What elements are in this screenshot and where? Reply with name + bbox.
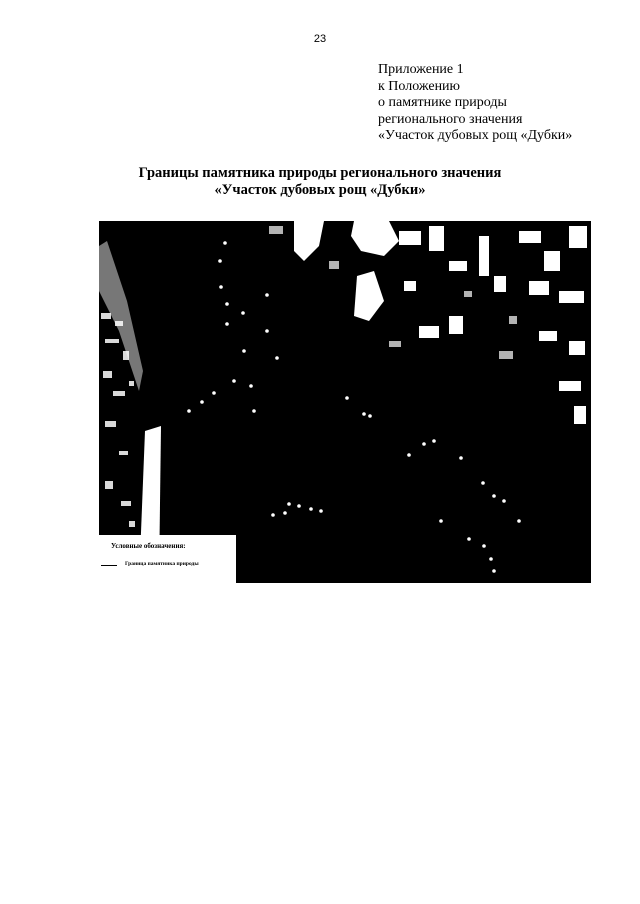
map-imagery bbox=[99, 221, 591, 583]
title-line-2: «Участок дубовых рощ «Дубки» bbox=[214, 182, 426, 198]
appendix-line-4: регионального значения bbox=[378, 111, 523, 127]
boundary-line-symbol bbox=[101, 565, 117, 566]
document-title bbox=[0, 165, 640, 199]
title-line-1: Границы памятника природы регионального значения bbox=[138, 165, 502, 181]
appendix-line-5: «Участок дубовых рощ «Дубки» bbox=[378, 128, 573, 143]
appendix-header bbox=[378, 62, 628, 145]
appendix-line-2: к Положению bbox=[378, 78, 461, 94]
appendix-line-3: о памятнике природы bbox=[378, 95, 507, 110]
legend-title: Условные обозначения: bbox=[111, 542, 186, 550]
satellite-map-image bbox=[99, 221, 591, 583]
legend-boundary-label: Граница памятника природы bbox=[125, 561, 199, 567]
page-number: 23 bbox=[313, 33, 327, 45]
map-legend bbox=[99, 535, 236, 583]
appendix-line-1: Приложение 1 bbox=[378, 62, 464, 77]
